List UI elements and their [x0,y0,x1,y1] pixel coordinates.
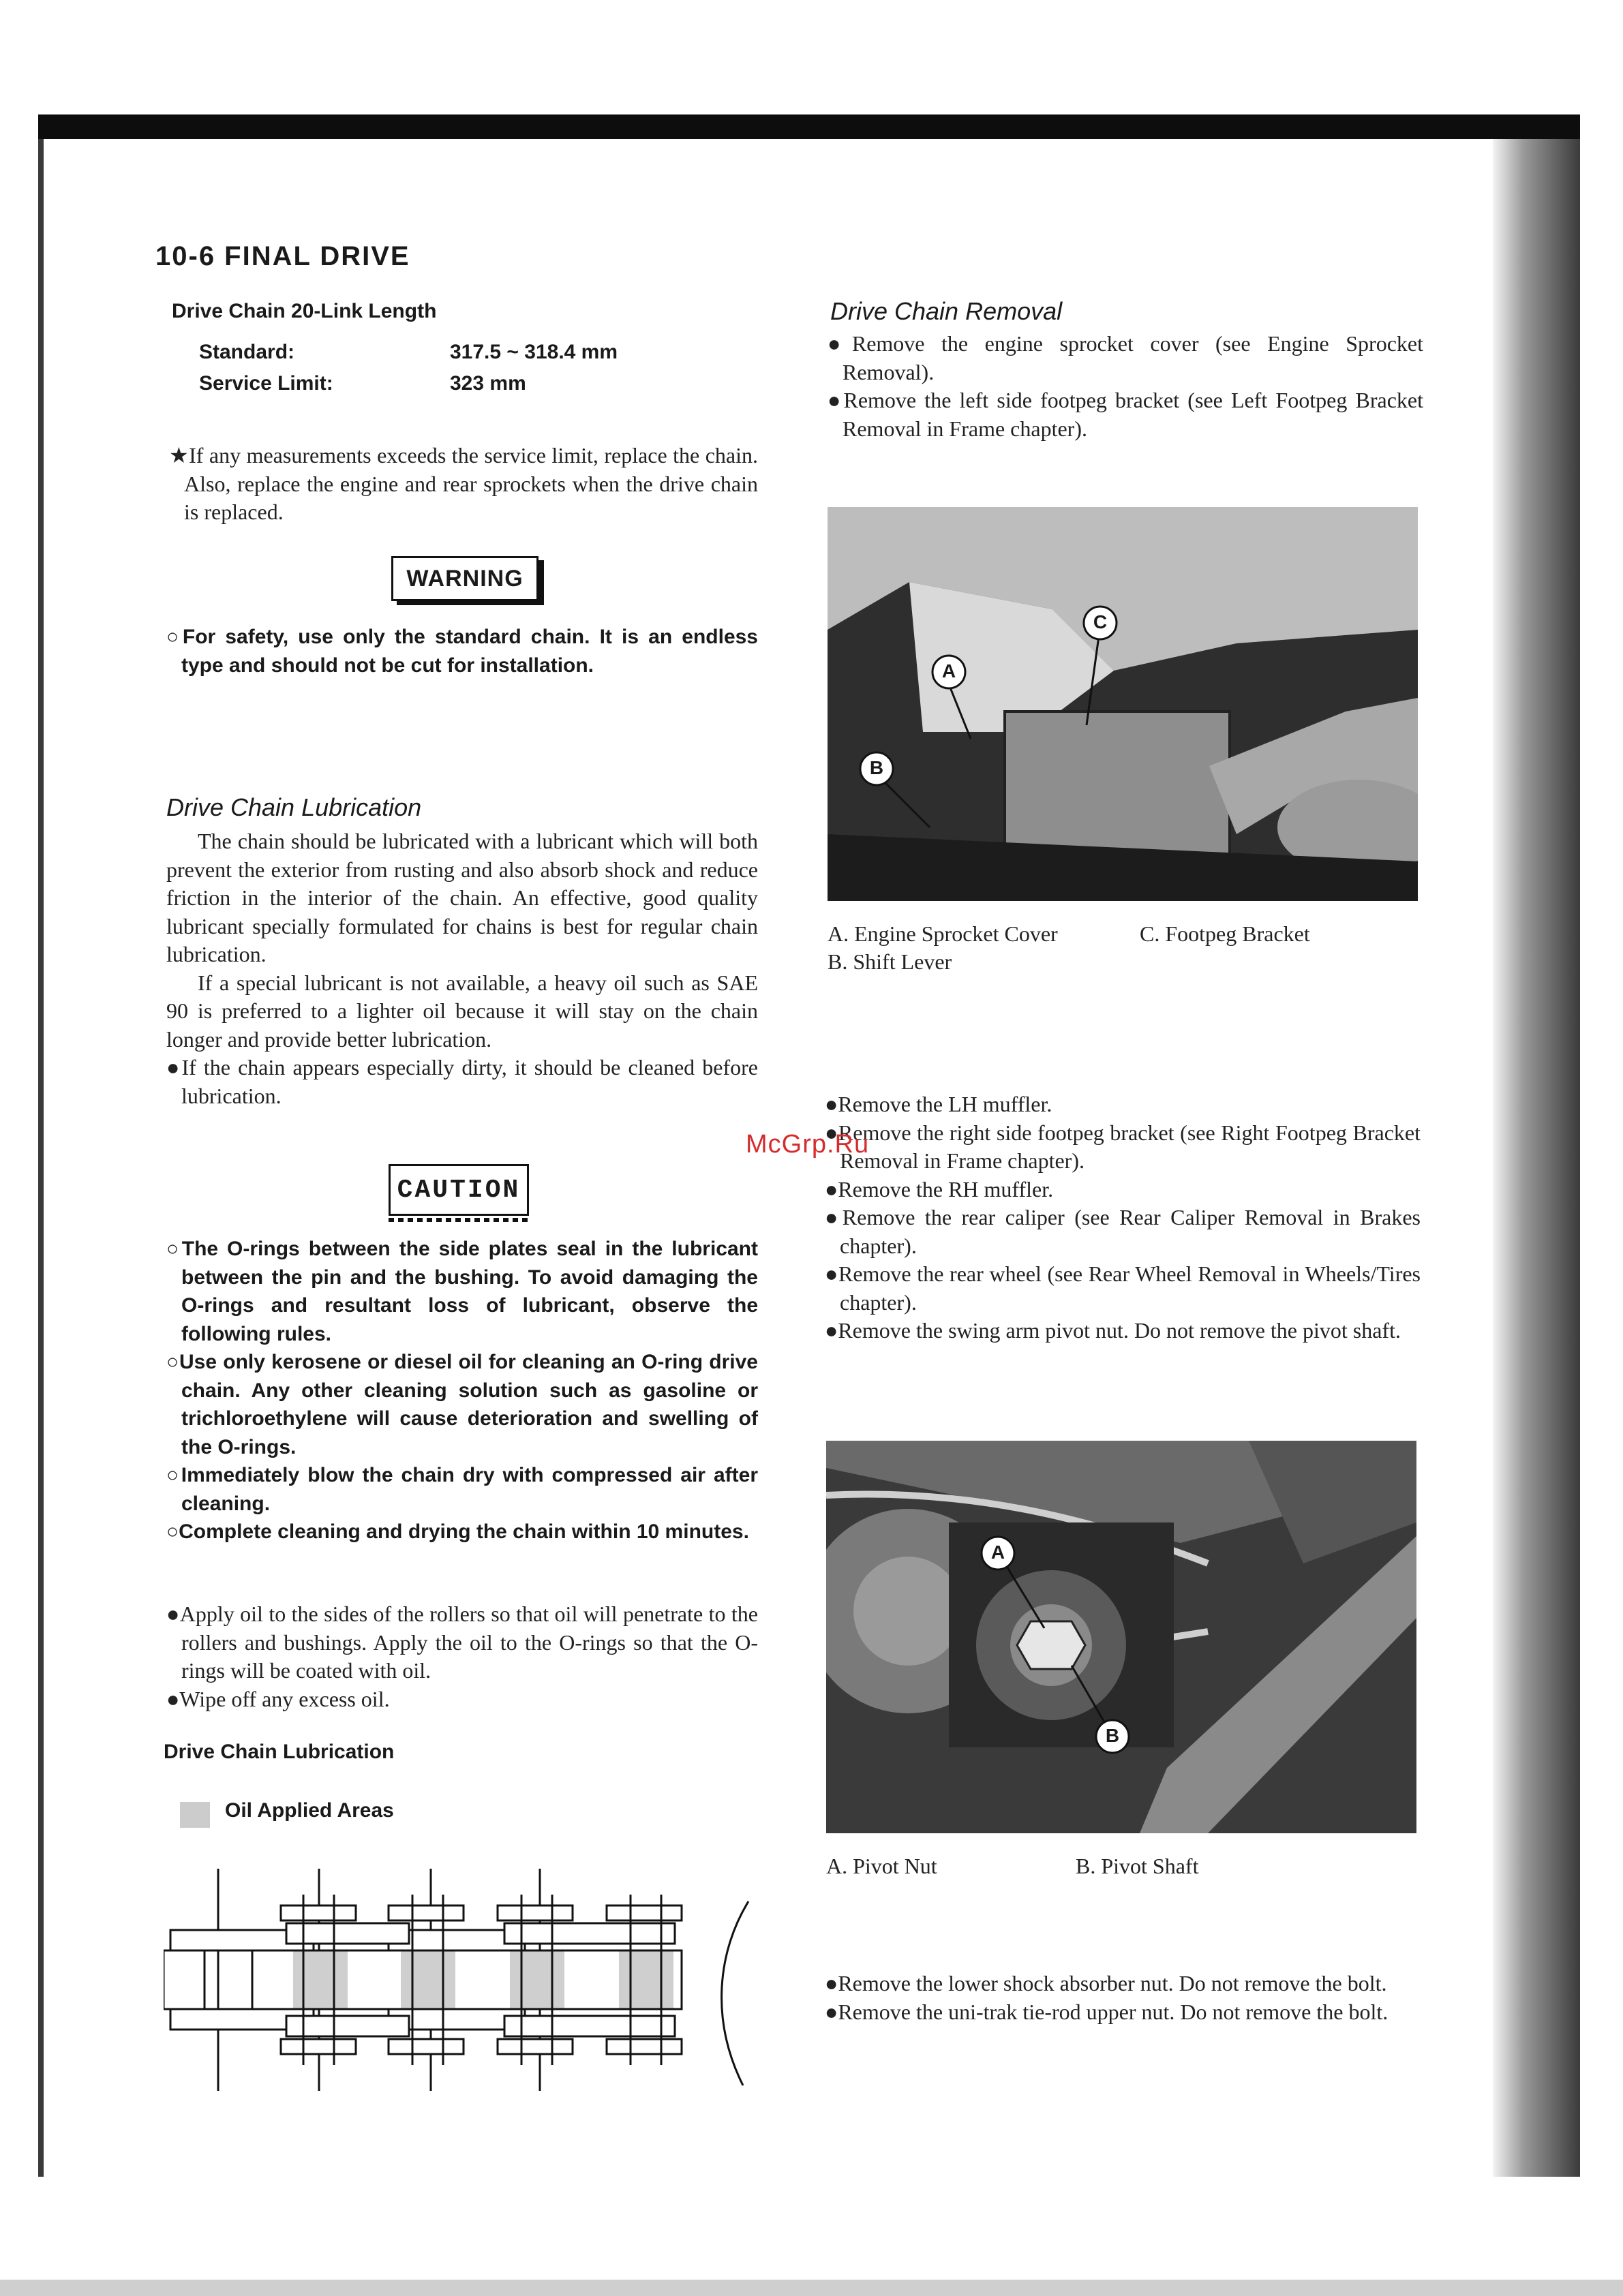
lubrication-bullet: ●If the chain appears especially dirty, it should be cleaned before lubrication. [166,1055,758,1108]
chain-lubrication-diagram [164,1867,757,2092]
caution-item: ○Complete cleaning and drying the chain within 10 minutes. [166,1520,749,1543]
warning-text: ○For safety, use only the standard chain. It is an endless type and should not be cut for installation. [166,626,758,677]
spec-row-service-limit [199,372,526,395]
removal-steps-1 [828,330,1423,443]
caption-b: B. Shift Lever [828,949,952,974]
caption-c: C. Footpeg Bracket [1140,921,1310,946]
spec-heading: Drive Chain 20-Link Length [172,300,437,322]
scan-top-border [38,114,1580,139]
removal-heading: Drive Chain Removal [830,297,1063,325]
page-title: 10-6 FINAL DRIVE [155,241,410,271]
spec-label: Service Limit: [199,372,333,395]
removal-steps-3 [825,1970,1421,2026]
removal-step: ●Remove the LH muffler. [825,1092,1052,1116]
lubrication-para-1: The chain should be lubricated with a lubricant which will both prevent the exterior from rusting and also absorb shock and reduce friction in the interior of the chain. An effective, good quality lubricant specially formulated for chains is best for regular chain lubrication. [166,829,758,966]
scan-binding-shadow [1493,139,1580,2177]
callout-a: A [941,660,956,682]
lubrication-para-2: If a special lubricant is not available, a heavy oil such as SAE 90 is preferred to a lighter oil because it will stay on the chain longer and provide better lubrication. [166,970,758,1052]
star-note-text: ★If any measurements exceeds the service limit, replace the chain. Also, replace the engine and rear sprockets when the drive chain is replaced. [169,443,758,524]
photo2-caption-a: A. Pivot Nut [826,1854,937,1878]
swing-arm-pivot-photo [826,1441,1416,1833]
photo1-caption-left [828,921,1058,975]
removal-step: ●Remove the RH muffler. [825,1176,1054,1201]
oil-area-legend: Oil Applied Areas [225,1799,394,1822]
caution-list [166,1235,758,1546]
removal-step: ●Remove the right side footpeg bracket (see Right Footpeg Bracket Removal in Frame chapter). [825,1120,1421,1173]
removal-step: ●Remove the uni-trak tie-rod upper nut. Do not remove the bolt. [825,1999,1389,2024]
photo2-caption-b: B. Pivot Shaft [1076,1854,1199,1878]
spec-row-standard [199,341,618,364]
callout-a: A [990,1542,1005,1563]
spec-value: 317.5 ~ 318.4 mm [450,341,618,363]
star-note [169,442,758,527]
caution-item: ○Immediately blow the chain dry with compressed air after cleaning. [166,1464,758,1515]
caution-item: ○Use only kerosene or diesel oil for cleaning an O-ring drive chain. Any other cleaning solution such as gasoline or trichloroethylene will cause deterioration and swelling of the O-rings. [166,1351,758,1458]
caption-a: A. Engine Sprocket Cover [828,921,1058,946]
watermark: McGrp.Ru [746,1130,870,1159]
removal-step: ●Remove the swing arm pivot nut. Do not remove the pivot shaft. [825,1318,1401,1343]
removal-step: ●Remove the lower shock absorber nut. Do not remove the bolt. [825,1971,1387,1995]
scan-left-edge [38,139,44,2177]
caution-item: ○The O-rings between the side plates seal in the lubricant between the pin and the bushing. To avoid damaging the O-rings and resultant loss of lubricant, observe the following rules. [166,1238,758,1345]
warning-label: WARNING [391,556,539,601]
scan-bottom-edge [0,2280,1623,2296]
callout-c: C [1093,611,1108,632]
apply-oil-bullet: ●Apply oil to the sides of the rollers so that oil will penetrate to the rollers and bushings. Apply the oil to the O-rings so that the O-rings will be coated with oil. [166,1602,758,1683]
spec-value: 323 mm [450,372,526,395]
lubrication-heading: Drive Chain Lubrication [166,793,422,821]
photo1-caption-right [1140,921,1310,947]
removal-step: ●Remove the rear wheel (see Rear Wheel Removal in Wheels/Tires chapter). [825,1261,1421,1315]
caution-label: CAUTION [389,1164,529,1216]
lubrication-body [166,827,758,1110]
callout-b: B [1105,1725,1120,1746]
spec-label: Standard: [199,341,295,363]
wipe-oil-bullet: ●Wipe off any excess oil. [166,1686,390,1711]
warning-text-block [166,623,758,679]
oil-area-swatch [180,1802,210,1828]
apply-oil-list [166,1600,758,1713]
removal-step: ●Remove the engine sprocket cover (see Engine Sprocket Removal). [828,331,1423,384]
removal-step: ●Remove the rear caliper (see Rear Caliper Removal in Brakes chapter). [825,1205,1421,1258]
diagram-heading: Drive Chain Lubrication [164,1741,395,1763]
engine-sprocket-photo [828,507,1418,901]
callout-b: B [869,757,884,778]
removal-steps-2 [825,1090,1421,1345]
removal-step: ●Remove the left side footpeg bracket (see Left Footpeg Bracket Removal in Frame chapter). [828,388,1423,441]
